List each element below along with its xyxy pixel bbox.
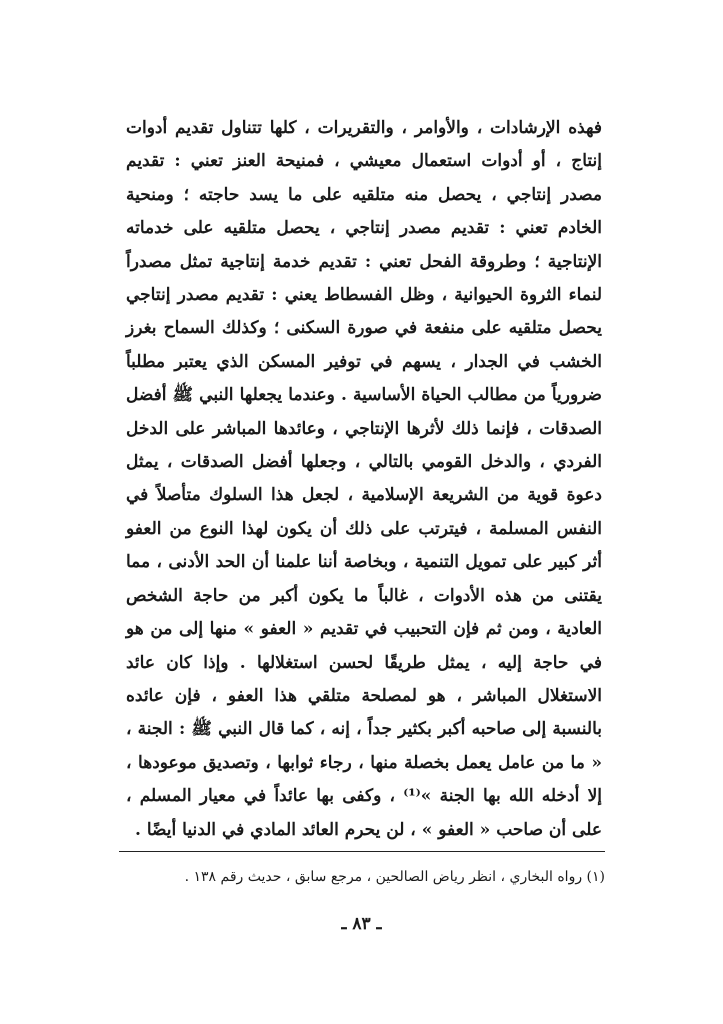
footnote-divider — [119, 851, 605, 852]
body-paragraph: فهذه الإرشادات ، والأوامر ، والتقريرات ، كلها تتناول تقديم أدوات إنتاج ، أو أدوات استعمال معيشي ، فمنيحة العنز تعني : تقديم مصدر إنتاجي ، يحصل منه متلقيه على ما يسد حاجته ؛ ومنحية الخادم تعني : تقديم مصدر إنتاجي ، يحصل متلقيه على خدماته الإنتاجية ؛ وطروقة الفحل تعني : تقديم خدمة إنتاجية تمثل مصدراً لنماء الثروة الحيوانية ، وظل الفسطاط يعني : تقديم مصدر إنتاجي يحصل متلقيه على منفعة في صورة السكنى ؛ وكذلك السماح بغرز الخشب في الجدار ، يسهم في توفير المسكن الذي يعتبر مطلباً ضرورياً من مطالب الحياة الأساسية . وعندما يجعلها النبي ﷺ أفضل الصدقات ، فإنما ذلك لأثرها الإنتاجي ، وعائدها المباشر على الدخل الفردي ، والدخل القومي بالتالي ، وجعلها أفضل الصدقات ، يمثل دعوة قوية من الشريعة الإسلامية ، لجعل هذا السلوك متأصلاً في النفس المسلمة ، فيترتب على ذلك أن يكون لهذا النوع من العفو أثر كبير على تمويل التنمية ، وبخاصة أننا علمنا أن الحد الأدنى ، مما يقتنى من هذه الأدوات ، غالباً ما يكون أكبر من حاجة الشخص العادية ، ومن ثم فإن التحبيب في تقديم « العفو » منها إلى من هو في حاجة إليه ، يمثل طريقًا لحسن استغلالها . وإذا كان عائد الاستغلال المباشر ، هو لمصلحة متلقي هذا العفو ، فإن عائده بالنسبة إلى صاحبه أكبر بكثير جداً ، إنه ، كما قال النبي ﷺ : الجنة ، « ما من عامل يعمل بخصلة منها ، رجاء ثوابها ، وتصديق موعودها ، إلا أدخله الله بها الجنة »⁽¹⁾ ، وكفى بها عائداً في معيار المسلم ، على أن صاحب « العفو » ، لن يحرم العائد المادي في الدنيا أيضًا . — [126, 118, 602, 840]
footnote: (١) رواه البخاري ، انظر رياض الصالحين ، مرجع سابق ، حديث رقم ١٣٨ . — [184, 869, 605, 885]
body-text — [126, 112, 602, 847]
page-number: ـ ٨٣ ـ — [341, 914, 382, 934]
